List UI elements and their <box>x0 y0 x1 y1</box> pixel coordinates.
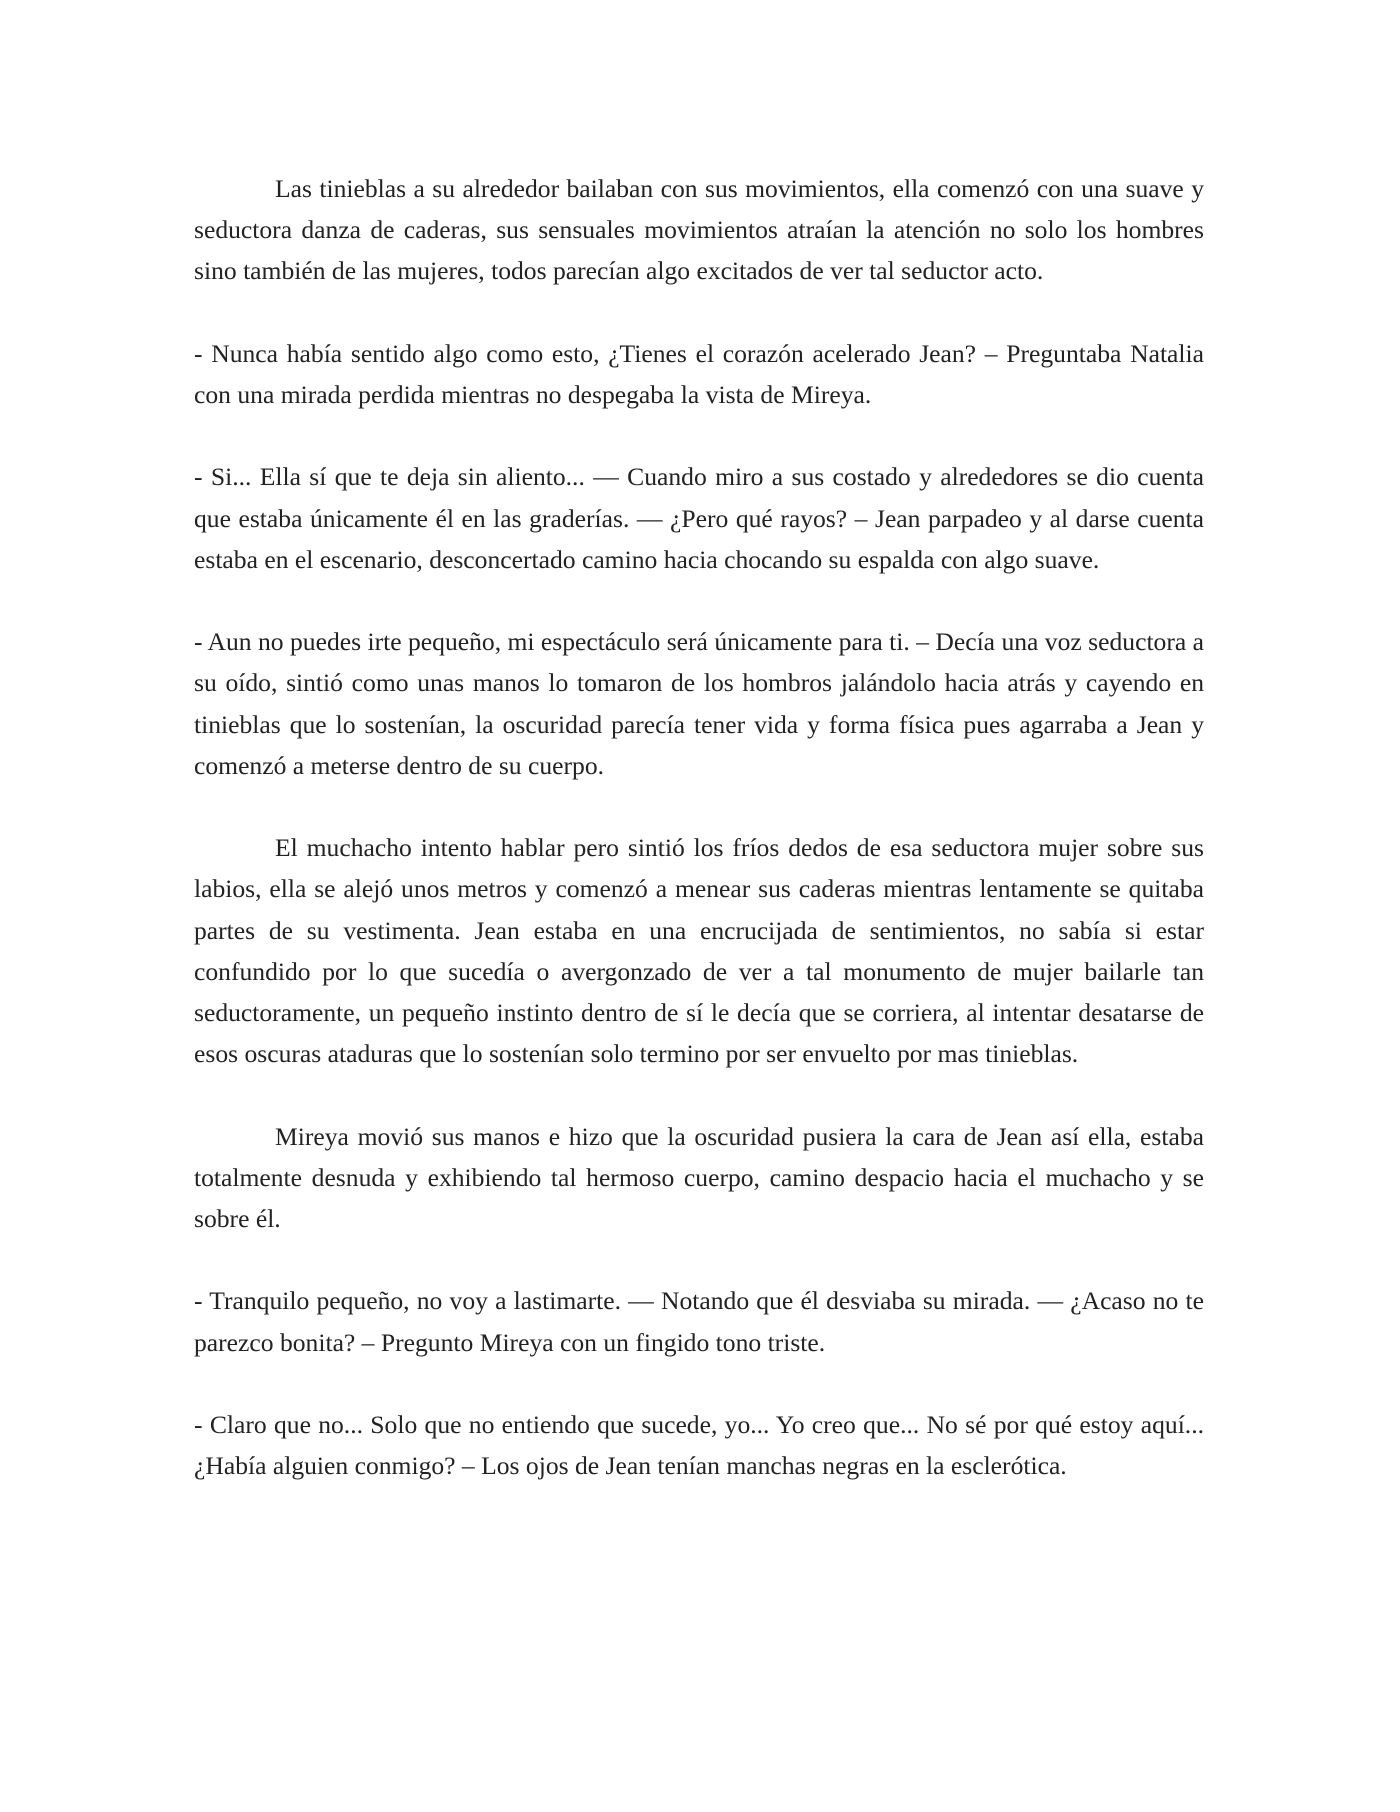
paragraph-8: - Claro que no... Solo que no entiendo que sucede, yo... Yo creo que... No sé por qué estoy aquí... ¿Había alguien conmigo? – Los ojos de Jean tenían manchas negras en la esclerótica. <box>194 1409 1204 1481</box>
paragraph-1: Las tinieblas a su alrededor bailaban con sus movimientos, ella comenzó con una suave y seductora danza de caderas, sus sensuales movimientos atraían la atención no solo los hombres sino también de las mujeres, todos parecían algo excitados de ver tal seductor acto. <box>194 174 1204 286</box>
document-body <box>194 168 1204 1528</box>
paragraph-2: - Nunca había sentido algo como esto, ¿Tienes el corazón acelerado Jean? – Preguntaba Natalia con una mirada perdida mientras no despegaba la vista de Mireya. <box>194 338 1204 409</box>
paragraph-3: - Si... Ella sí que te deja sin aliento... — Cuando miro a sus costado y alrededores se dio cuenta que estaba únicamente él en las graderías. — ¿Pero qué rayos? – Jean parpadeo y al darse cuenta estaba en el escenario, desconcertado camino hacia chocando su espalda con algo suave. <box>194 462 1204 574</box>
paragraph-6: Mireya movió sus manos e hizo que la oscuridad pusiera la cara de Jean así ella, estaba totalmente desnuda y exhibiendo tal hermoso cuerpo, camino despacio hacia el muchacho y se sobre él. <box>194 1121 1204 1233</box>
paragraph-4: - Aun no puedes irte pequeño, mi espectáculo será únicamente para ti. – Decía una voz seductora a su oído, sintió como unas manos lo tomaron de los hombros jalándolo hacia atrás y cayendo en tinieblas que lo sostenían, la oscuridad parecía tener vida y forma física pues agarraba a Jean y comenzó a meterse dentro de su cuerpo. <box>194 627 1204 780</box>
paragraph-5: El muchacho intento hablar pero sintió los fríos dedos de esa seductora mujer sobre sus labios, ella se alejó unos metros y comenzó a menear sus caderas mientras lentamente se quitaba partes de su vestimenta. Jean estaba en una encrucijada de sentimientos, no sabía si estar confundido por lo que sucedía o avergonzado de ver a tal monumento de mujer bailarle tan seductoramente, un pequeño instinto dentro de sí le decía que se corriera, al intentar desatarse de esos oscuras ataduras que lo sostenían solo termino por ser envuelto por mas tinieblas. <box>194 833 1204 1069</box>
paragraph-7: - Tranquilo pequeño, no voy a lastimarte. — Notando que él desviaba su mirada. — ¿Acaso no te parezco bonita? – Pregunto Mireya con un fingido tono triste. <box>194 1286 1204 1357</box>
